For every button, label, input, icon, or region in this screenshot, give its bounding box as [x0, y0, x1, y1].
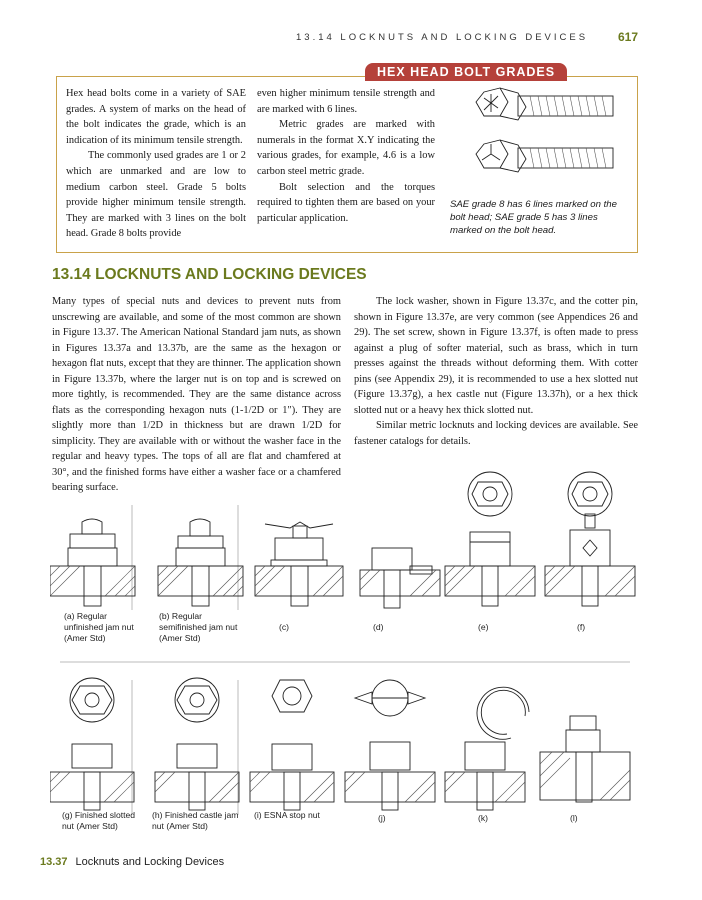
drawing-b	[158, 519, 243, 606]
drawing-c	[255, 522, 343, 606]
body-paragraph: The lock washer, shown in Figure 13.37c, and the cotter pin, shown in Figure 13.37e, are very common (see Appendices 26 and 29). The set screw, shown in Figure 13.37f, is often made to press against a plug of softer material, such as brass, which in turn presses against the threads without deforming them. With cotter pins (see Appendix 29), it is recommended to use a hex slotted nut (Figure 13.37g), a hex castle nut (Figure 13.37h), or a hex thick slotted nut or a heavy hex thick slotted nut.	[354, 296, 638, 416]
figure-label-g: (g) Finished slotted nut (Amer Std)	[62, 810, 136, 831]
figure-label-f: (f)	[577, 622, 586, 632]
sidebar-paragraph: Hex head bolts come in a variety of SAE grades. A system of marks on the head of the bolt indicates the grade, which is an indication of its minimum tensile strength.	[66, 88, 246, 146]
figure-label-i: (i) ESNA stop nut	[254, 810, 320, 820]
running-header: 13.14 LOCKNUTS AND LOCKING DEVICES	[296, 32, 589, 43]
figure-label-k: (k)	[478, 813, 489, 823]
figure-label-a: (a) Regular unfinished jam nut (Amer Std)	[64, 611, 134, 643]
figure-caption-text: Locknuts and Locking Devices	[75, 856, 225, 868]
sidebar-paragraph: even higher minimum tensile strength and are marked with 6 lines.	[257, 88, 435, 115]
drawing-i	[250, 680, 334, 810]
figure-label-d: (d)	[373, 622, 384, 632]
figure-row-1	[50, 464, 640, 614]
grade-8-bolt	[476, 88, 613, 120]
sidebar-caption: SAE grade 8 has 6 lines marked on the bolt head; SAE grade 5 has 3 lines marked on the bolt head.	[450, 199, 617, 236]
page-number: 617	[618, 30, 639, 44]
figure-label-e: (e)	[478, 622, 489, 632]
figure-caption-number: 13.37	[40, 856, 68, 868]
grade-5-bolt	[476, 140, 613, 172]
figure-caption	[40, 852, 224, 870]
sidebar-paragraph: The commonly used grades are 1 or 2 which are unmarked and are low to medium carbon steel. Grade 5 bolts provide higher minimum tensile strength. They are marked with 3 lines on the bolt head. Grade 8 bolts provide	[66, 150, 246, 240]
sidebar-column-2	[257, 86, 435, 226]
sidebar-paragraph: Metric grades are marked with numerals in the format X.Y indicating the various grades, for example, 4.6 is a low carbon steel metric grade.	[257, 119, 435, 177]
figure-label-c: (c)	[279, 622, 290, 632]
drawing-g	[50, 678, 134, 810]
figure-label-b: (b) Regular semifinished jam nut (Amer Std)	[159, 611, 238, 643]
figure-label-l: (l)	[570, 813, 578, 823]
figure-row-2	[50, 672, 640, 812]
figure-label-h: (h) Finished castle jam nut (Amer Std)	[152, 810, 239, 831]
drawing-h	[155, 678, 239, 810]
drawing-f	[545, 472, 635, 606]
figure-label-j: (j)	[378, 813, 386, 823]
drawing-e	[445, 472, 535, 606]
drawing-a	[50, 519, 135, 606]
section-heading: 13.14 LOCKNUTS AND LOCKING DEVICES	[52, 266, 367, 283]
drawing-d	[360, 548, 440, 608]
drawing-l	[540, 716, 630, 802]
sidebar-paragraph: Bolt selection and the torques required to tighten them are based on your particular application.	[257, 181, 435, 224]
hex-bolt-illustration	[470, 84, 620, 199]
sidebar-title: HEX HEAD BOLT GRADES	[365, 63, 567, 81]
drawing-k	[445, 687, 529, 810]
body-paragraph: Many types of special nuts and devices to prevent nuts from unscrewing are available, and some of the most common are shown in Figure 13.37. The American National Standard jam nuts, as shown in Figures 13.37a and 13.37b, are the same as the hexagon or hexagon flat nuts, except that they are thinner. The application shown in Figure 13.37b, where the larger nut is on top and is screwed on more tightly, is recommended. They are the same distance across flats as the corresponding hexagon nuts (1-1/2D or 1″). They are slightly more than 1/2D in thickness but are drawn 1/2D for simplicity. They are available with or without the washer face in the regular and heavy types. The tops of all are flat and chamfered at 30°, and the finished forms have either a washer face or a chamfered bearing surface.	[52, 296, 341, 493]
body-column-2	[354, 294, 638, 449]
body-paragraph: Similar metric locknuts and locking devices are available. See fastener catalogs for details.	[354, 420, 638, 447]
drawing-j	[345, 680, 435, 810]
sidebar-column-1	[66, 86, 246, 242]
